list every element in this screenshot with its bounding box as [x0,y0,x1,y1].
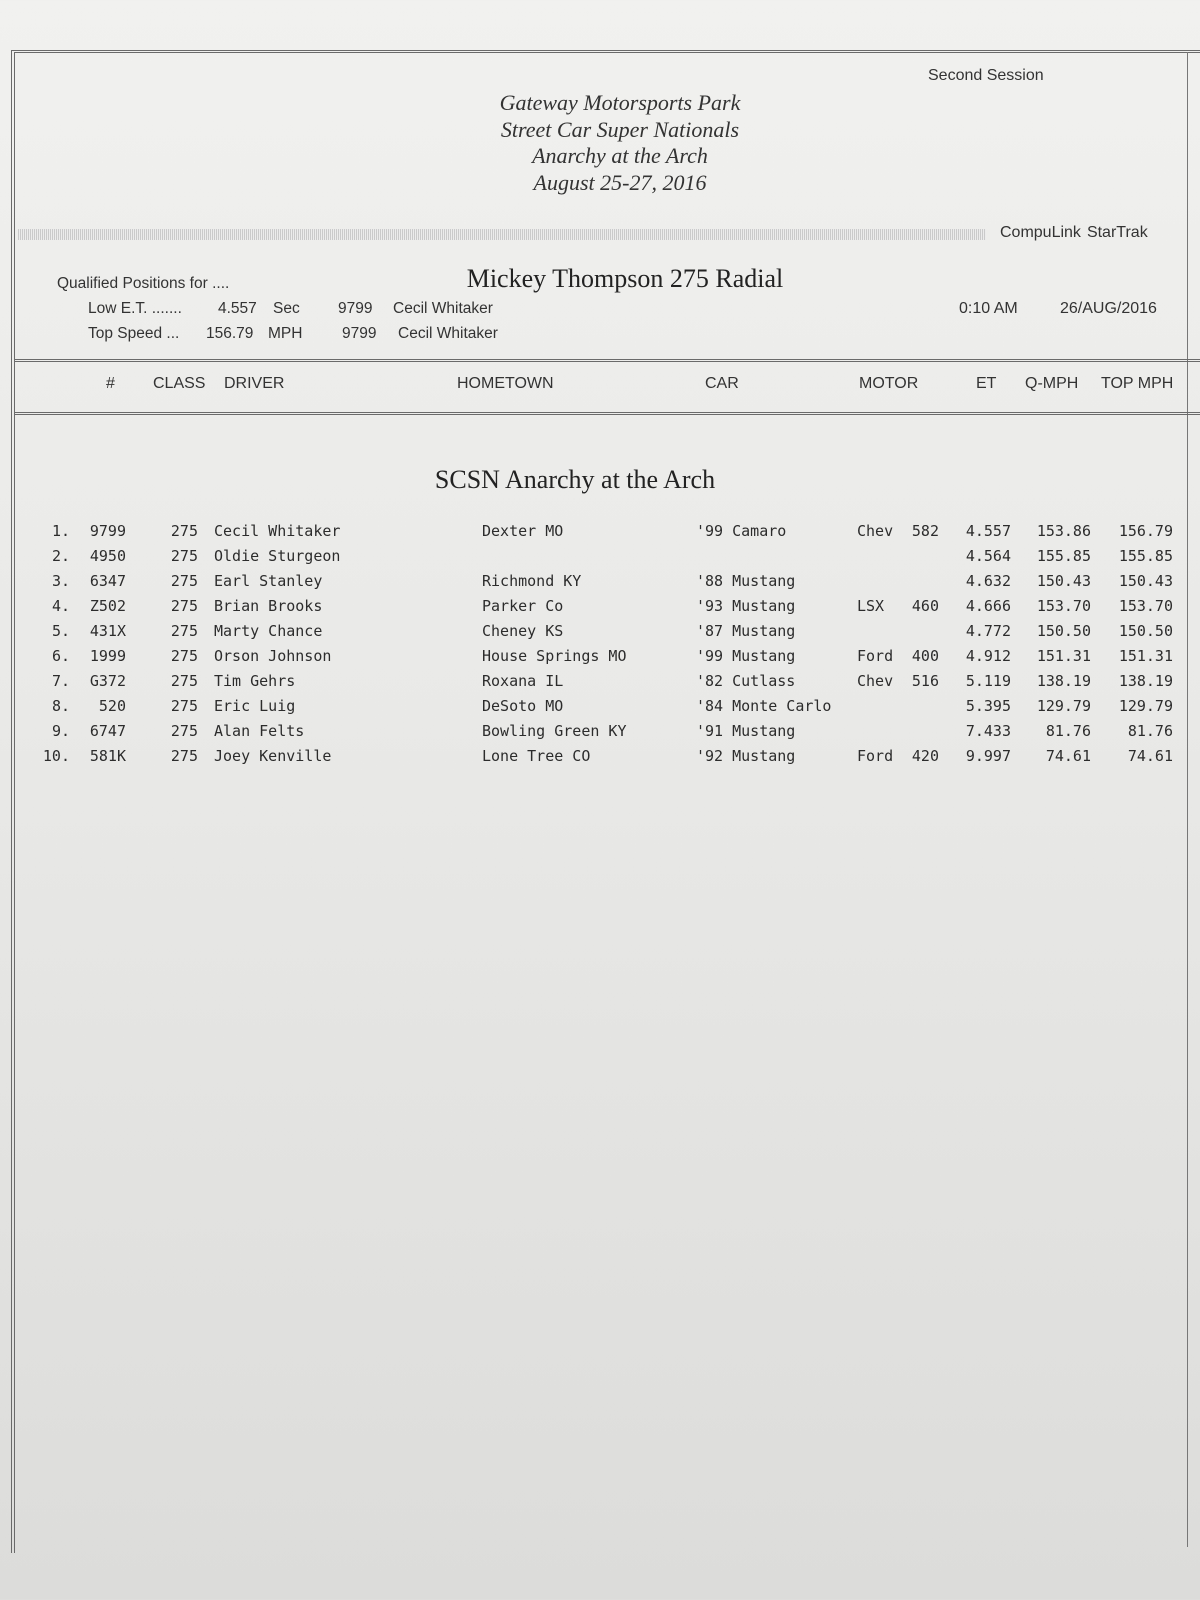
col-header-motor: MOTOR [859,375,919,392]
col-header-et: ET [976,375,997,392]
table-row [0,572,1200,597]
section-title: SCSN Anarchy at the Arch [434,465,716,494]
row-motor-make: Chev [857,522,894,540]
top-speed-unit: MPH [268,325,303,342]
row-motor-make: Ford [857,647,894,665]
row-motor-cid: 582 [911,522,939,540]
col-header-top-mph: TOP MPH [1101,375,1174,392]
top-speed-value: 156.79 [206,325,254,342]
row-position: 5. [51,622,70,640]
row-class: 275 [170,597,198,615]
row-driver: Alan Felts [214,722,305,740]
row-et: 4.557 [965,522,1011,540]
table-row [0,697,1200,722]
row-top-mph: 151.31 [1118,647,1173,665]
software-name-2: StarTrak [1086,224,1148,241]
row-q-mph: 153.86 [1036,522,1091,540]
row-car-number: 4950 [89,547,126,565]
row-position: 1. [51,522,70,540]
report-time: 0:10 AM [959,300,1018,317]
table-row [0,622,1200,647]
row-top-mph: 81.76 [1127,722,1173,740]
row-car: '91 Mustang [696,722,796,740]
table-row [0,722,1200,747]
row-q-mph: 81.76 [1045,722,1091,740]
row-class: 275 [170,722,198,740]
row-motor-make: Chev [857,672,894,690]
row-class: 275 [170,647,198,665]
results-table [0,522,1200,772]
session-label: Second Session [928,67,1044,84]
row-q-mph: 153.70 [1036,597,1091,615]
top-speed-driver: Cecil Whitaker [398,325,498,342]
col-header-q-mph: Q-MPH [1025,375,1079,392]
row-q-mph: 150.50 [1036,622,1091,640]
row-top-mph: 150.50 [1118,622,1173,640]
row-et: 5.119 [965,672,1011,690]
row-position: 9. [51,722,70,740]
row-top-mph: 156.79 [1118,522,1173,540]
col-header-class: CLASS [153,375,206,392]
low-et-label: Low E.T. ....... [88,300,182,317]
row-hometown: Roxana IL [482,672,564,690]
report-date: 26/AUG/2016 [1060,300,1157,317]
row-position: 4. [51,597,70,615]
row-q-mph: 151.31 [1036,647,1091,665]
row-position: 10. [42,747,70,765]
row-motor-cid: 420 [911,747,939,765]
table-row [0,597,1200,622]
row-driver: Earl Stanley [214,572,323,590]
low-et-driver: Cecil Whitaker [393,300,493,317]
row-car-number: 1999 [89,647,126,665]
row-car: '99 Mustang [696,647,796,665]
row-q-mph: 74.61 [1045,747,1091,765]
table-row [0,547,1200,572]
class-title: Mickey Thompson 275 Radial [466,264,784,293]
row-hometown: Lone Tree CO [482,747,591,765]
low-et-car: 9799 [338,300,373,317]
row-car: '82 Cutlass [696,672,796,690]
row-driver: Orson Johnson [214,647,332,665]
row-class: 275 [170,747,198,765]
row-class: 275 [170,622,198,640]
row-hometown: Dexter MO [482,522,564,540]
row-et: 4.564 [965,547,1011,565]
right-border-rule [1187,52,1188,1547]
row-et: 4.666 [965,597,1011,615]
row-car-number: 9799 [89,522,126,540]
row-driver: Eric Luig [214,697,296,715]
row-car: '93 Mustang [696,597,796,615]
row-et: 9.997 [965,747,1011,765]
row-hometown: Richmond KY [482,572,582,590]
event-dates: August 25-27, 2016 [533,169,707,195]
row-driver: Marty Chance [214,622,323,640]
row-top-mph: 74.61 [1127,747,1173,765]
row-car: '88 Mustang [696,572,796,590]
low-et-value: 4.557 [218,300,257,317]
row-hometown: House Springs MO [482,647,627,665]
row-position: 6. [51,647,70,665]
row-driver: Cecil Whitaker [214,522,341,540]
row-top-mph: 138.19 [1118,672,1173,690]
row-motor-make: LSX [857,597,885,615]
row-et: 7.433 [965,722,1011,740]
row-car-number: 6747 [89,722,126,740]
row-car: '99 Camaro [696,522,787,540]
software-name-1: CompuLink [1000,224,1081,241]
row-car-number: 581K [89,747,126,765]
row-motor-cid: 516 [911,672,939,690]
row-position: 8. [51,697,70,715]
qualified-positions-label: Qualified Positions for .... [57,275,230,292]
row-car: '92 Mustang [696,747,796,765]
col-header-number: # [106,375,115,392]
row-top-mph: 155.85 [1118,547,1173,565]
col-header-driver: DRIVER [224,375,285,392]
row-et: 4.772 [965,622,1011,640]
row-class: 275 [170,547,198,565]
table-row [0,647,1200,672]
row-top-mph: 153.70 [1118,597,1173,615]
row-driver: Brian Brooks [214,597,323,615]
hatched-divider [18,229,986,240]
event-header [380,90,860,196]
col-header-car: CAR [705,375,739,392]
row-class: 275 [170,572,198,590]
row-car-number: 431X [89,622,126,640]
row-q-mph: 138.19 [1036,672,1091,690]
row-class: 275 [170,697,198,715]
row-car: '84 Monte Carlo [696,697,832,715]
low-et-unit: Sec [273,300,300,317]
row-motor-cid: 400 [911,647,939,665]
event-name: Street Car Super Nationals [500,116,740,142]
row-top-mph: 150.43 [1118,572,1173,590]
software-credit [1000,224,1148,242]
row-position: 3. [51,572,70,590]
row-hometown: Bowling Green KY [482,722,627,740]
track-name: Gateway Motorsports Park [499,90,741,115]
row-et: 5.395 [965,697,1011,715]
row-driver: Tim Gehrs [214,672,296,690]
row-top-mph: 129.79 [1118,697,1173,715]
row-q-mph: 129.79 [1036,697,1091,715]
row-car: '87 Mustang [696,622,796,640]
row-driver: Joey Kenville [214,747,332,765]
col-header-hometown: HOMETOWN [457,375,554,392]
table-row [0,672,1200,697]
row-motor-make: Ford [857,747,894,765]
row-class: 275 [170,522,198,540]
row-position: 2. [51,547,70,565]
row-hometown: Parker Co [482,597,564,615]
row-et: 4.912 [965,647,1011,665]
event-subtitle: Anarchy at the Arch [532,143,708,168]
row-hometown: DeSoto MO [482,697,564,715]
row-class: 275 [170,672,198,690]
table-row [0,747,1200,772]
row-motor-cid: 460 [911,597,939,615]
row-car-number: 6347 [89,572,126,590]
top-speed-label: Top Speed ... [88,325,180,342]
row-car-number: Z502 [89,597,126,615]
row-car-number: G372 [89,672,126,690]
table-row [0,522,1200,547]
row-et: 4.632 [965,572,1011,590]
row-position: 7. [51,672,70,690]
top-speed-car: 9799 [342,325,377,342]
row-car-number: 520 [98,697,126,715]
row-q-mph: 155.85 [1036,547,1091,565]
row-q-mph: 150.43 [1036,572,1091,590]
row-hometown: Cheney KS [482,622,564,640]
row-driver: Oldie Sturgeon [214,547,341,565]
